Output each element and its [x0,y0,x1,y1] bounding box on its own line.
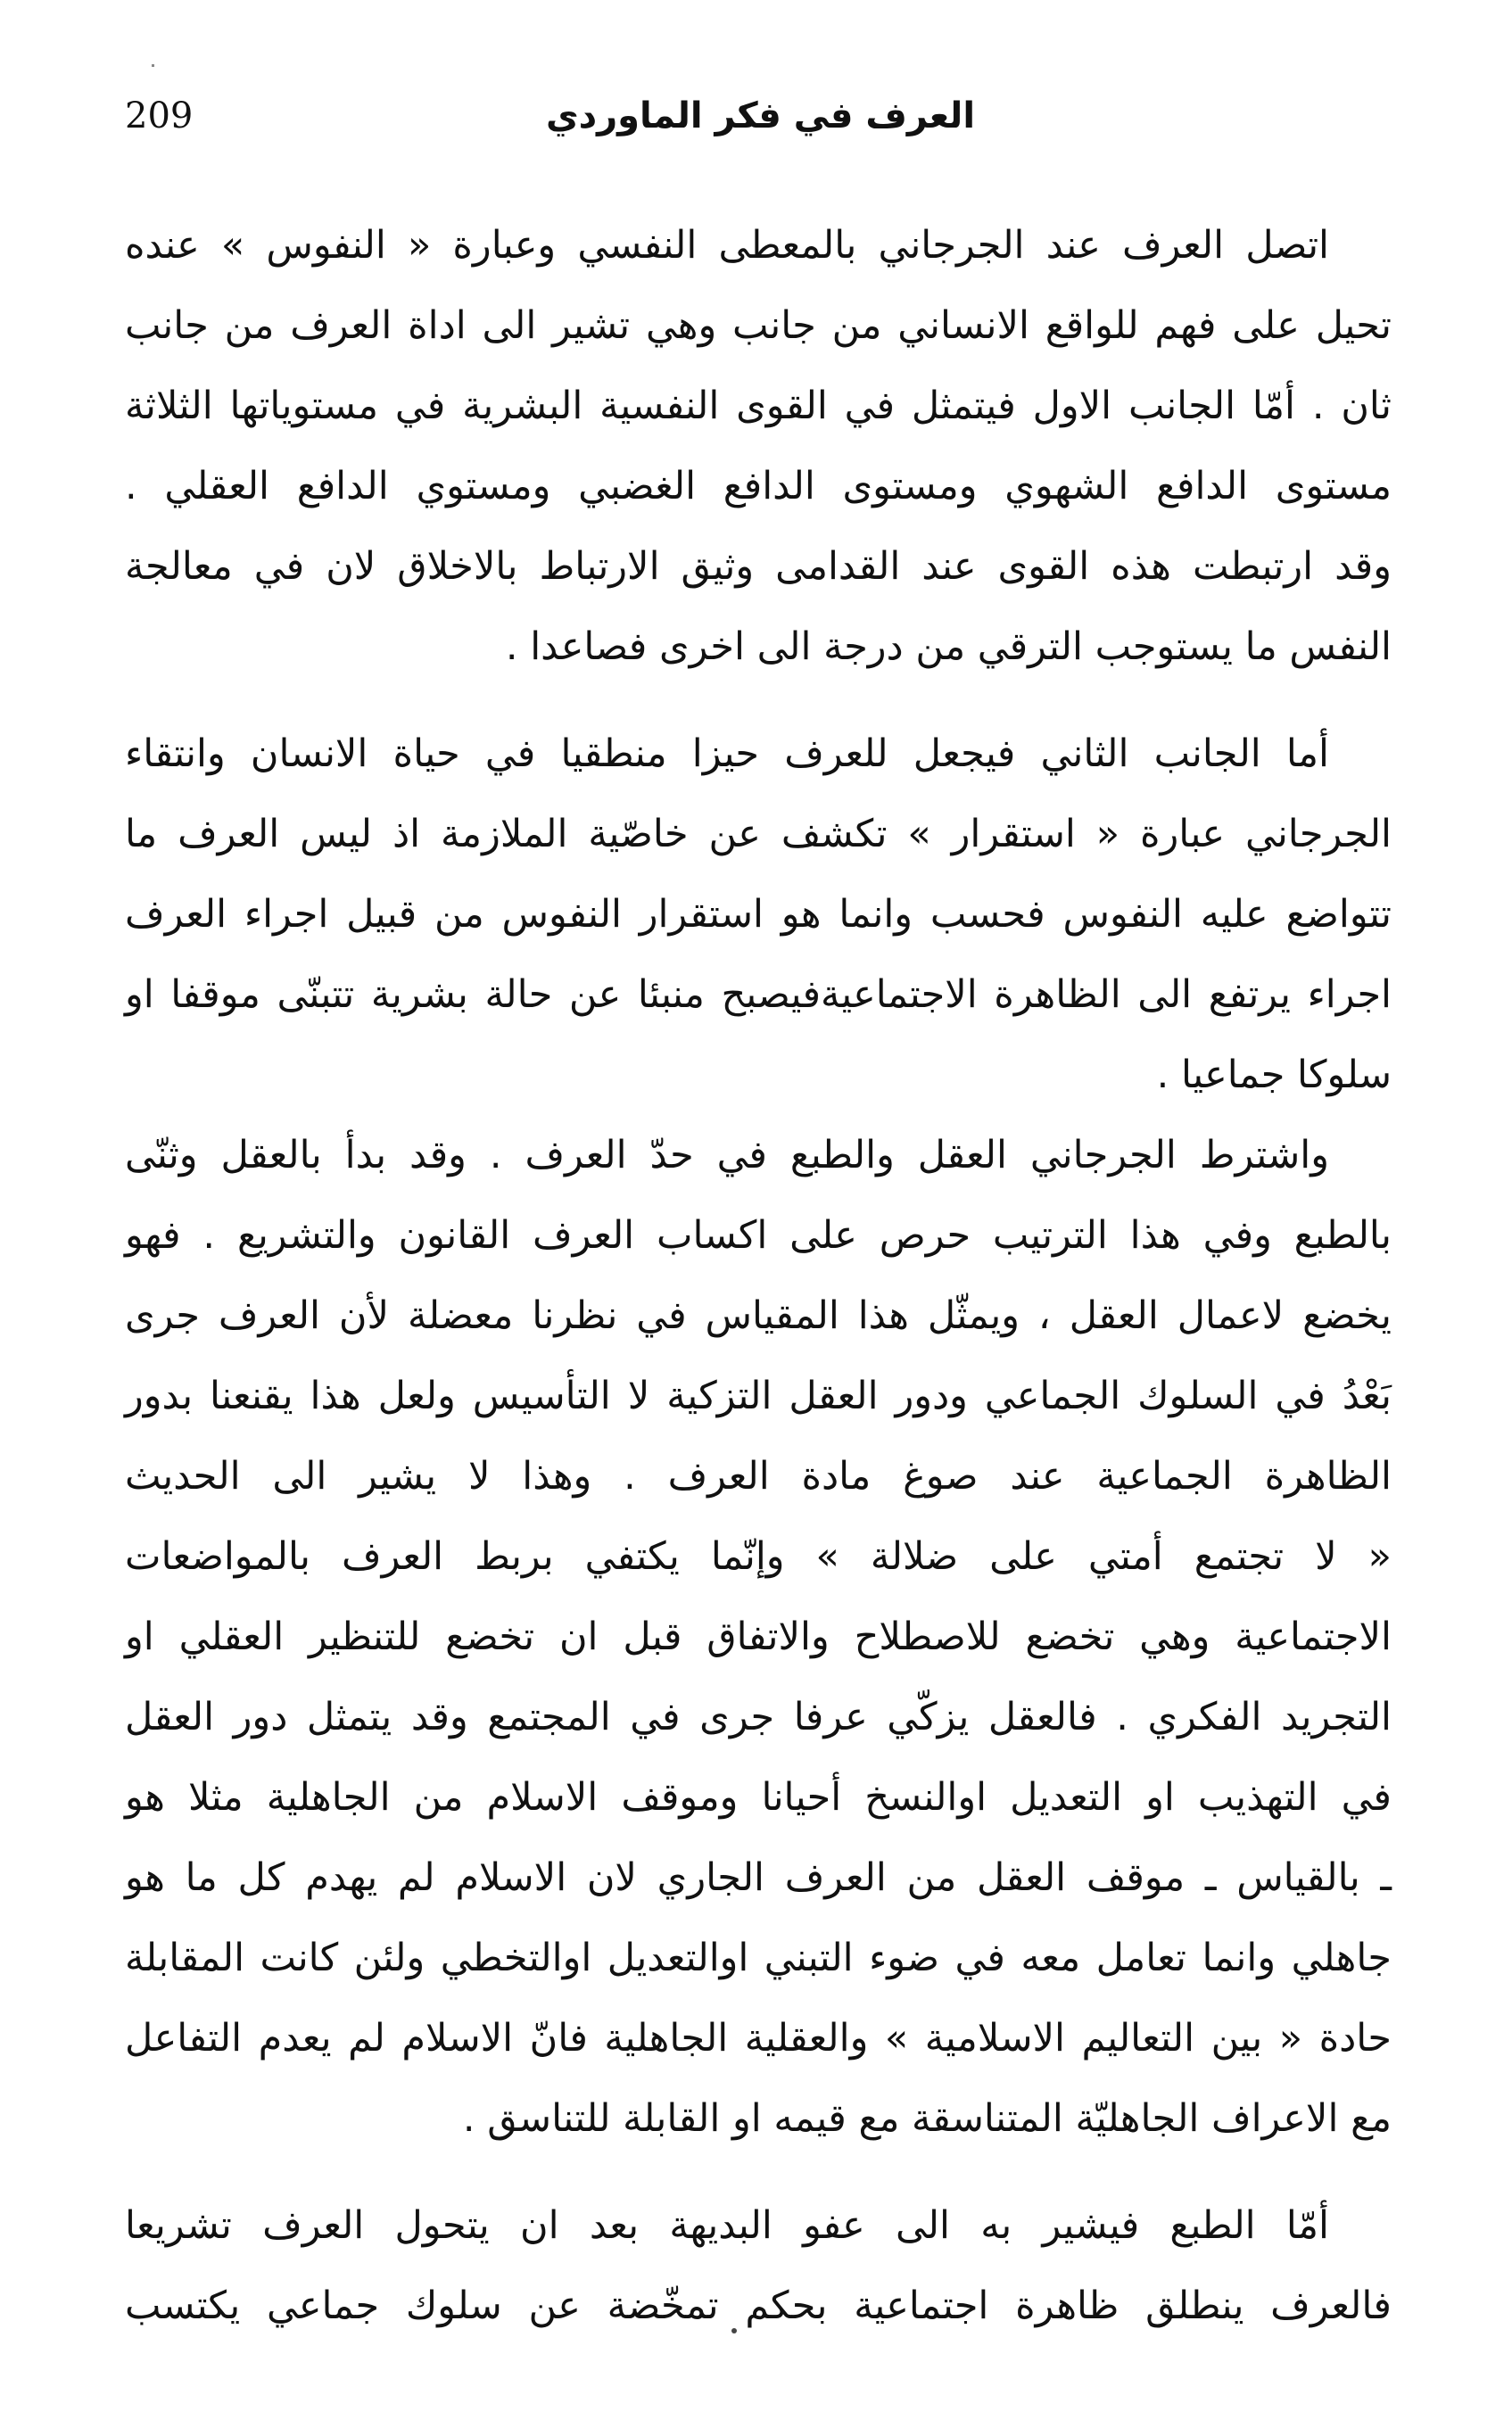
text-line: « لا تجتمع أمتي على ضلالة » وإنّما يكتفي بربط العرف بالمواضعات [125,1534,1392,1579]
text-line: مستوى الدافع الشهوي ومستوى الدافع الغضبي ومستوي الدافع العقلي . [125,464,1392,508]
text-line: جاهلي وانما تعامل معه في ضوء التبني اوالتعديل اوالتخطي ولئن كانت المقابلة [125,1936,1392,1980]
text-line: أمّا الطبع فيشير به الى عفو البديهة بعد ان يتحول العرف تشريعا [125,2203,1329,2248]
running-header [125,89,1396,143]
text-line: مع الاعراف الجاهليّة المتناسقة مع قيمه او القابلة للتناسق . [462,2096,1392,2141]
scan-speck [152,64,154,67]
text-line: سلوكا جماعيا . [1156,1053,1392,1097]
text-line: بالطبع وفي هذا الترتيب حرص على اكساب العرف القانون والتشريع . فهو [125,1213,1392,1258]
text-line: بَعْدُ في السلوك الجماعي ودور العقل التزكية لا التأسيس ولعل هذا يقنعنا بدور [125,1374,1392,1418]
text-line: فالعرف ينطلق ظاهرة اجتماعية بحكم تمخّضة عن سلوك جماعي يكتسب [125,2284,1392,2328]
text-line: الجرجاني عبارة « استقرار » تكشف عن خاصّية الملازمة اذ ليس العرف ما [125,812,1392,856]
text-line: يخضع لاعمال العقل ، ويمثّل هذا المقياس في نظرنا معضلة لأن العرف جرى [125,1293,1392,1338]
text-line: في التهذيب او التعديل اوالنسخ أحيانا وموقف الاسلام من الجاهلية مثلا هو [125,1775,1392,1820]
text-line: الاجتماعية وهي تخضع للاصطلاح والاتفاق قبل ان تخضع للتنظير العقلي او [125,1615,1392,1659]
text-line: ثان . أمّا الجانب الاول فيتمثل في القوى النفسية البشرية في مستوياتها الثلاثة [125,384,1392,428]
text-line: حادة « بين التعاليم الاسلامية » والعقلية الجاهلية فانّ الاسلام لم يعدم التفاعل [125,2016,1392,2061]
body-text [125,205,1392,2346]
page-number: 209 [125,95,194,136]
paragraph-2 [125,714,1392,1115]
paragraph-1 [125,205,1392,687]
text-line: الظاهرة الجماعية عند صوغ مادة العرف . وهذا لا يشير الى الحديث [125,1454,1392,1499]
text-line: ـ بالقياس ـ موقف العقل من العرف الجاري لان الاسلام لم يهدم كل ما هو [125,1855,1392,1900]
text-line: اجراء يرتفع الى الظاهرة الاجتماعيةفيصبح منبئا عن حالة بشرية تتبنّى موقفا او [125,972,1392,1017]
paragraph-3 [125,1115,1392,2159]
text-line: التجريد الفكري . فالعقل يزكّي عرفا جرى في المجتمع وقد يتمثل دور العقل [125,1695,1392,1739]
text-line: واشترط الجرجاني العقل والطبع في حدّ العرف . وقد بدأ بالعقل وثنّى [125,1133,1329,1177]
text-line: تتواضع عليه النفوس فحسب وانما هو استقرار النفوس من قبيل اجراء العرف [125,892,1392,937]
text-line: النفس ما يستوجب الترقي من درجة الى اخرى فصاعدا . [505,624,1392,669]
text-line: أما الجانب الثاني فيجعل للعرف حيزا منطقيا في حياة الانسان وانتقاء [125,731,1329,776]
text-line: اتصل العرف عند الجرجاني بالمعطى النفسي وعبارة « النفوس » عنده [125,223,1329,268]
paragraph-4 [125,2185,1392,2346]
running-title: العرف في فكر الماوردي [545,95,976,136]
text-line: وقد ارتبطت هذه القوى عند القدامى وثيق الارتباط بالاخلاق لان في معالجة [125,544,1392,589]
scan-dot [731,2328,737,2333]
text-line: تحيل على فهم للواقع الانساني من جانب وهي تشير الى اداة العرف من جانب [125,303,1392,348]
